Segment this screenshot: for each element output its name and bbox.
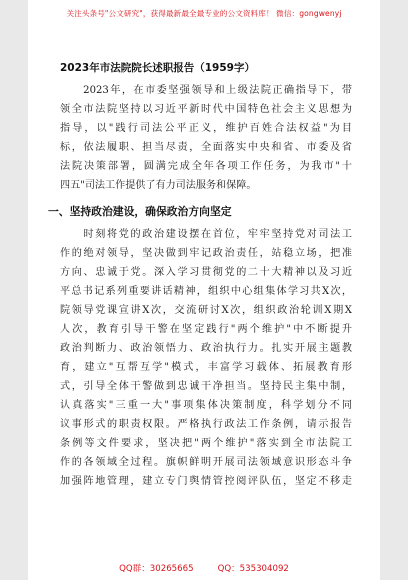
- text-line: 作的绝对领导，坚决做到牢记政治责任，站稳立场，把准: [60, 248, 352, 259]
- document-title: 2023年市法院院长述职报告（1959字）: [60, 62, 255, 74]
- text-line: 方向、忠诚于党。深入学习贯彻党的二十大精神以及习近: [60, 267, 352, 278]
- text-line: 条例等文件要求，坚决把"两个维护"落实到全市法院工: [60, 438, 352, 449]
- text-line: 2023年，在市委坚强领导和上级法院正确指导下，带: [60, 85, 352, 96]
- text-line: 加强阵地管理，建立专门舆情管控阅评队伍，坚定不移走: [60, 476, 352, 487]
- text-line: 式，引导全体干警做到忠诚干净担当。坚持民主集中制，: [60, 381, 352, 392]
- text-line: 作的各领域全过程。旗帜鲜明开展司法领域意识形态斗争: [60, 457, 352, 468]
- text-line: 平总书记系列重要讲话精神，组织中心组集体学习共X次，: [60, 286, 352, 297]
- text-line: 认真落实"三重一大"事项集体决策制度，科学划分不同: [60, 400, 352, 411]
- text-line: 法院决策部署，圆满完成全年各项工作任务，为我市"十: [60, 161, 352, 172]
- document-page: [28, 0, 380, 580]
- text-line: 政治判断力、政治领悟力、政治执行力。扎实开展主题教: [60, 343, 352, 354]
- text-line: 指导，以"践行司法公平正义，维护百姓合法权益"为目: [60, 123, 352, 134]
- text-line: 育，建立"互帮互学"模式，丰富学习载体、拓展教育形: [60, 362, 352, 373]
- qq-number-label: QQ：535304092: [217, 564, 289, 574]
- qq-group-label: QQ群：30265665: [119, 564, 194, 574]
- text-line: 四五"司法工作提供了有力司法服务和保障。: [60, 180, 257, 191]
- text-line: 人次，教育引导干警在坚定践行"两个维护"中不断提升: [60, 324, 352, 335]
- text-line: 领全市法院坚持以习近平新时代中国特色社会主义思想为: [60, 104, 352, 115]
- text-line: 标，依法履职、担当尽责，全面落实中央和省、市委及省: [60, 142, 352, 153]
- section-heading: 一、坚持政治建设，确保政治方向坚定: [48, 205, 232, 218]
- top-banner: 关注头条号"公文研究"，获得最新最全最专业的公文资料库！ 微信：gongwenyj: [66, 9, 342, 18]
- text-line: 时刻将党的政治建设摆在首位，牢牢坚持党对司法工: [60, 229, 352, 240]
- footer-contacts: [28, 562, 380, 574]
- text-line: 院领导党课宣讲X次，交流研讨X次，组织政治轮训X期X: [60, 305, 352, 316]
- text-line: 议事形式的职责权限。严格执行政法工作条例，请示报告: [60, 419, 352, 430]
